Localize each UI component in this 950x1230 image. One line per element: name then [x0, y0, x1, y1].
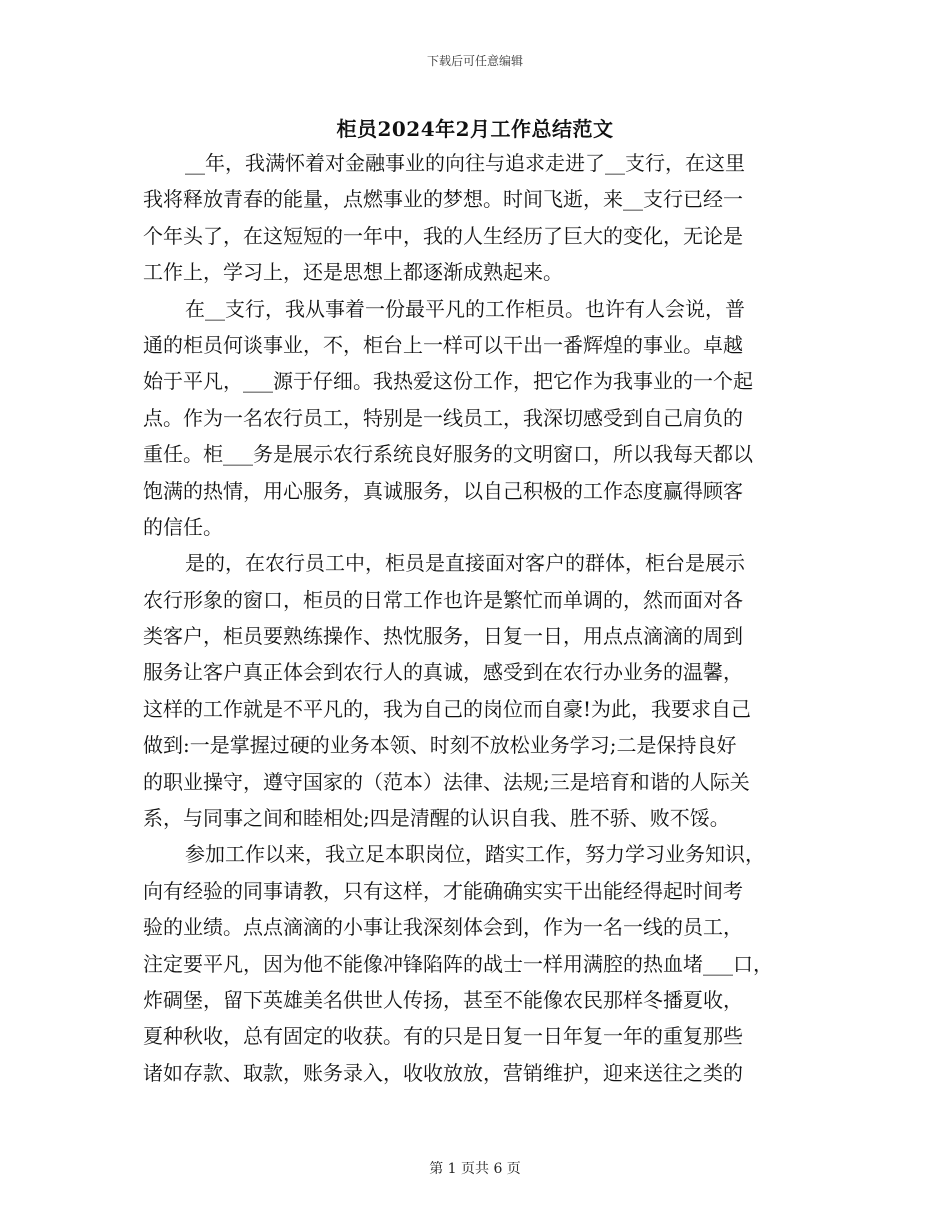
paragraph-line: 始于平凡，___源于仔细。我热爱这份工作，把它作为我事业的一个起	[143, 369, 753, 394]
paragraph-line: 通的柜员何谈事业，不，柜台上一样可以干出一番辉煌的事业。卓越	[143, 332, 743, 357]
paragraph-line: 农行形象的窗口，柜员的日常工作也许是繁忙而单调的，然而面对各	[143, 587, 743, 612]
paragraph-line: 这样的工作就是不平凡的，我为自己的岗位而自豪!为此，我要求自己	[143, 696, 752, 721]
paragraph-line: 饱满的热情，用心服务，真诚服务，以自己积极的工作态度赢得顾客	[143, 478, 743, 503]
paragraph-line: 向有经验的同事请教，只有这样，才能确确实实干出能经得起时间考	[143, 878, 743, 903]
document-body	[143, 145, 809, 1091]
paragraph-line: 的信任。	[143, 514, 223, 539]
paragraph-line: 类客户，柜员要熟练操作、热忱服务，日复一日，用点点滴滴的周到	[143, 624, 743, 649]
paragraph-line: __年，我满怀着对金融事业的向往与追求走进了__支行，在这里	[185, 151, 745, 175]
paragraph-line: 的职业操守，遵守国家的（范本）法律、法规;三是培育和谐的人际关	[143, 769, 750, 794]
paragraph-line: 参加工作以来，我立足本职岗位，踏实工作，努力学习业务知识，	[185, 842, 765, 867]
page-title: 柜员2024年2月工作总结范文	[336, 117, 614, 141]
paragraph-line: 我将释放青春的能量，点燃事业的梦想。时间飞逝，来__支行已经一	[143, 187, 743, 212]
paragraph-line: 夏种秋收，总有固定的收获。有的只是日复一日年复一年的重复那些	[143, 1024, 743, 1049]
paragraph-line: 做到:一是掌握过硬的业务本领、时刻不放松业务学习;二是保持良好	[143, 733, 737, 758]
paragraph-line: 系，与同事之间和睦相处;四是清醒的认识自我、胜不骄、败不馁。	[143, 806, 730, 831]
page-footer: 第 1 页共 6 页	[429, 1161, 521, 1177]
paragraph-line: 注定要平凡，因为他不能像冲锋陷阵的战士一样用满腔的热血堵___口，	[143, 951, 773, 976]
paragraph-line: 服务让客户真正体会到农行人的真诚，感受到在农行办业务的温馨，	[143, 660, 743, 685]
paragraph-line: 在__支行，我从事着一份最平凡的工作柜员。也许有人会说，普	[185, 296, 745, 321]
paragraph-line: 重任。柜___务是展示农行系统良好服务的文明窗口，所以我每天都以	[143, 442, 753, 467]
header-note: 下载后可任意编辑	[426, 54, 523, 68]
paragraph-line: 个年头了，在这短短的一年中，我的人生经历了巨大的变化，无论是	[143, 223, 743, 248]
paragraph-line: 是的，在农行员工中，柜员是直接面对客户的群体，柜台是展示	[185, 551, 745, 576]
paragraph-line: 点。作为一名农行员工，特别是一线员工，我深切感受到自己肩负的	[143, 405, 743, 430]
paragraph-line: 诸如存款、取款，账务录入，收收放放，营销维护，迎来送往之类的	[143, 1060, 743, 1085]
paragraph-line: 验的业绩。点点滴滴的小事让我深刻体会到，作为一名一线的员工，	[143, 915, 743, 940]
paragraph-line: 炸碉堡，留下英雄美名供世人传扬，甚至不能像农民那样冬播夏收，	[143, 987, 743, 1012]
paragraph-line: 工作上，学习上，还是思想上都逐渐成熟起来。	[143, 260, 563, 285]
